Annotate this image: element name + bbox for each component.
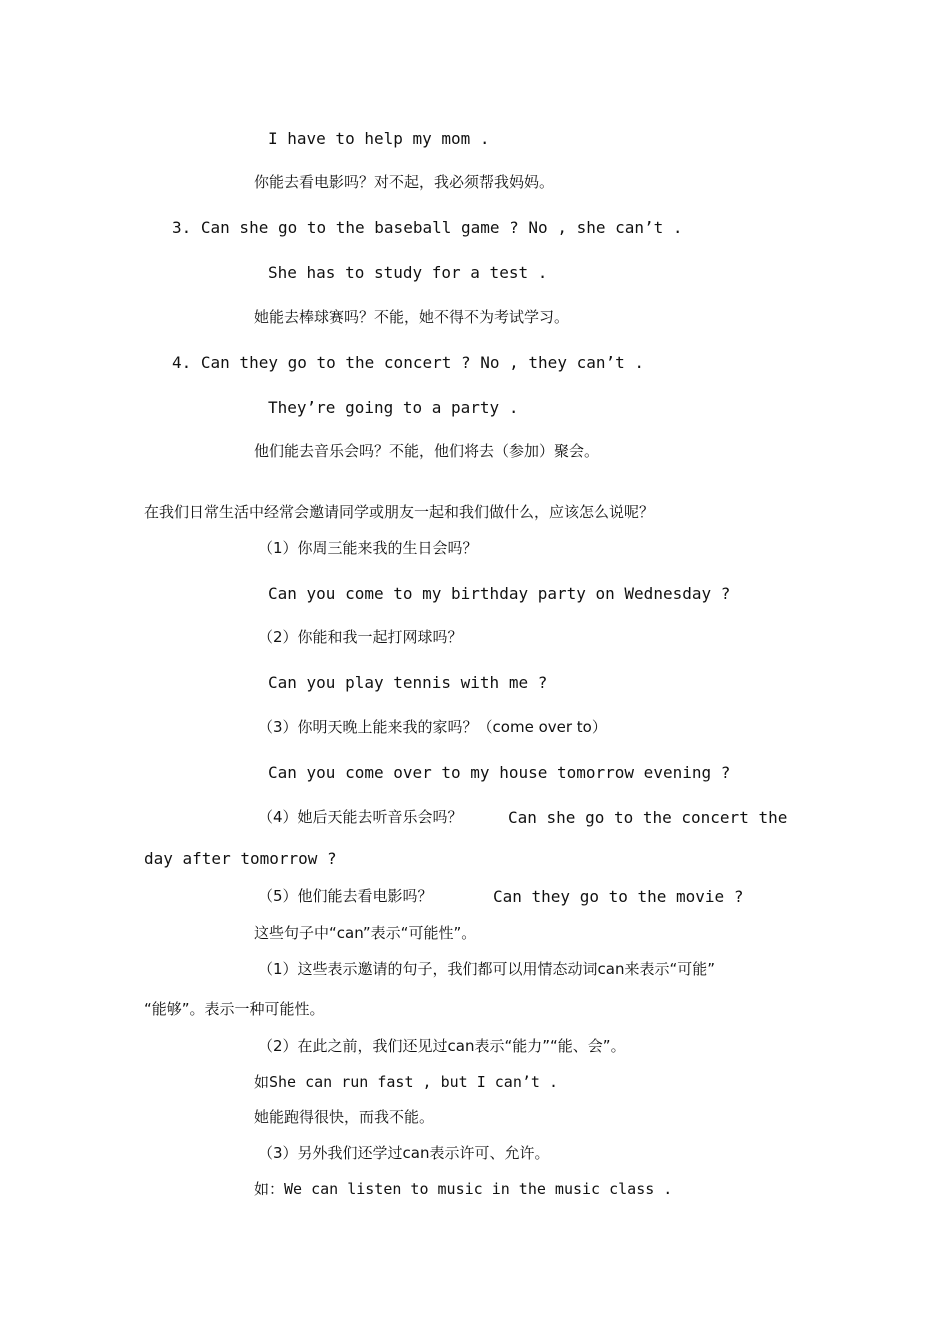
example-4-translation: 他们能去音乐会吗？不能，他们将去（参加）聚会。 xyxy=(254,442,600,460)
example-3-question: 3. Can she go to the baseball game ? No , she can’t . xyxy=(172,218,683,237)
point-2-line-1: （2）在此之前，我们还见过can表示“能力”“能、会”。 xyxy=(258,1037,626,1055)
intro-paragraph: 在我们日常生活中经常会邀请同学或朋友一起和我们做什么，应该怎么说呢？ xyxy=(144,503,655,521)
question-1-zh: （1）你周三能来我的生日会吗？ xyxy=(258,539,478,557)
summary-line: 这些句子中“can”表示“可能性”。 xyxy=(254,924,477,942)
question-3-en: Can you come over to my house tomorrow evening ? xyxy=(268,763,731,782)
point-2-example: 如She can run fast , but I can’t . xyxy=(254,1073,558,1091)
question-1-en: Can you come to my birthday party on Wednesday ? xyxy=(268,584,731,603)
example-4-reason: They’re going to a party . xyxy=(268,398,519,417)
question-5-zh: （5）他们能去看电影吗？ xyxy=(258,887,433,905)
example-4-question: 4. Can they go to the concert ? No , they can’t . xyxy=(172,353,645,372)
question-4-en-continued: day after tomorrow ? xyxy=(144,849,337,868)
point-3-line-1: （3）另外我们还学过can表示许可、允许。 xyxy=(258,1144,550,1162)
example-2-answer: I have to help my mom . xyxy=(268,129,490,148)
point-2-translation: 她能跑得很快，而我不能。 xyxy=(254,1108,435,1126)
point-3-example: 如：We can listen to music in the music class . xyxy=(254,1180,673,1198)
question-3-zh: （3）你明天晚上能来我的家吗？（come over to） xyxy=(258,718,607,736)
question-4-en: Can she go to the concert the xyxy=(508,808,788,827)
example-2-translation: 你能去看电影吗？对不起，我必须帮我妈妈。 xyxy=(254,173,555,191)
example-3-translation: 她能去棒球赛吗？不能，她不得不为考试学习。 xyxy=(254,308,570,326)
question-5-en: Can they go to the movie ? xyxy=(493,887,744,906)
point-1-line-2: “能够”。表示一种可能性。 xyxy=(144,1000,325,1018)
question-4-zh: （4）她后天能去听音乐会吗？ xyxy=(258,808,463,826)
point-1-line-1: （1）这些表示邀请的句子，我们都可以用情态动词can来表示“可能” xyxy=(258,960,716,978)
question-2-en: Can you play tennis with me ? xyxy=(268,673,548,692)
example-3-reason: She has to study for a test . xyxy=(268,263,548,282)
question-2-zh: （2）你能和我一起打网球吗？ xyxy=(258,628,463,646)
